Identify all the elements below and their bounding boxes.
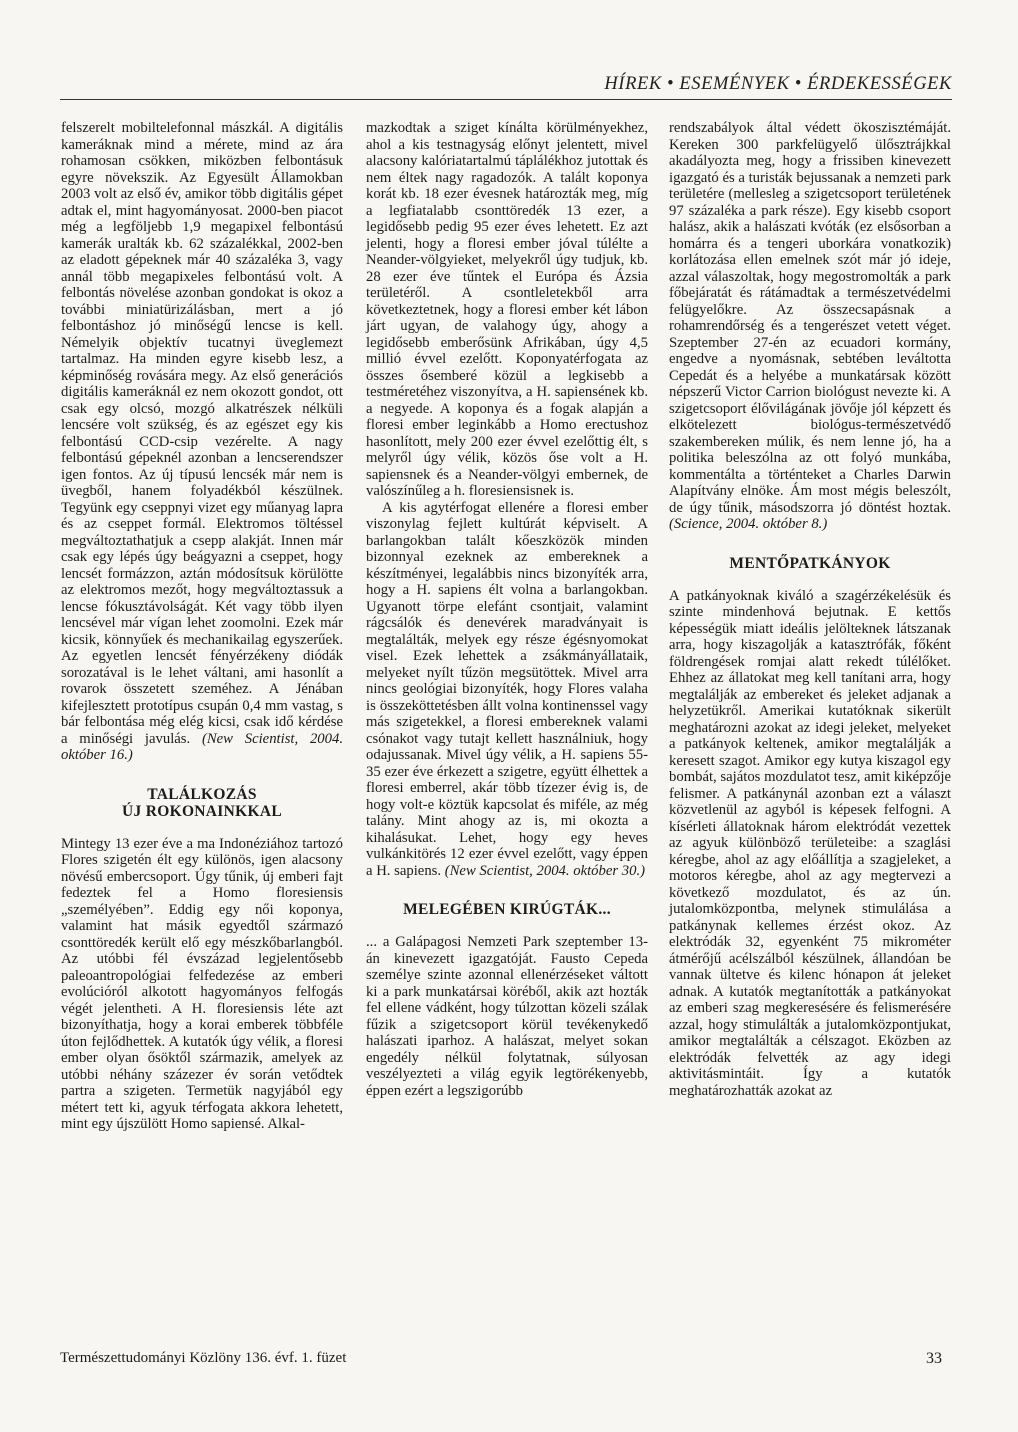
- page-number: 33: [926, 1350, 942, 1367]
- article2-citation: (New Scientist, 2004. október 30.): [444, 862, 646, 879]
- column-3: [669, 120, 951, 1099]
- article2-paragraph-1b: mazkodtak a sziget kínálta körülményekhez, ahol a kis testnagyság előnyt jelentett, mivel alacsony kalóriatartalmú táplálékhoz jutottak és nem éltek nagy ragadozók. A talált koponya korát kb. 18 ezer évesnek határozták meg, míg a legfiatalabb csonttöredék 13 ezer, a legidősebb pedig 95 ezer éves lehetett. Ez azt jelenti, hogy a floresi ember jóval túlélte a Neander-völgyieket, melyekről úgy tudjuk, kb. 28 ezer éve tűntek el Európa és Ázsia területéről. A csontleletekből arra következtetnek, hogy a floresi ember két lábon járt ugyan, de valahogy úgy, ahogy a legidősebb emberősünk Afrikában, úgy 4,5 millió évvel ezelőtt. Koponyatérfogata az összes ősemberé közül a legkisebb a testméretéhez viszonyítva, a H. sapiensének kb. a negyede. A koponya és a fogak alapján a floresi ember leginkább a Homo erectushoz hasonlított, mely 200 ezer évvel ezelőttig élt, s melyről úgy vélik, közös őse volt a H. sapiensnek és a Neander-völgyi embernek, de valószínűleg a h. floresiensisnek is.: [366, 120, 648, 499]
- article2-paragraph-1a: Mintegy 13 ezer éve a ma Indonéziához tartozó Flores szigetén élt egy különös, igen alacsony növésű embercsoport. Úgy tűnik, új emberi fajt fedeztek fel a Homo floresiensis „személyében”. Eddig egy női koponya, valamint hat másik egyedtől származó csonttöredék került elő egy mészkőbarlangból. Az utóbbi fél évszázad legjelentősebb paleoantropológiai felfedezése az emberi evolúcióról alkotott hagyományos felfogás végét jelentheti. A H. floresiensis léte azt bizonyíthatja, hogy a korai emberek többféle úton fejlődhettek. A kutatók úgy vélik, a floresi ember olyan ősöktől származik, amelyek az utóbbi néhány százezer év során vetődtek partra a szigeten. Termetük nagyjából egy métert tett ki, agyuk térfogata akkora lehetett, mint egy újszülött Homo sapiensé. Alkal-: [61, 835, 343, 1132]
- article3-paragraph-a: ... a Galápagosi Nemzeti Park szeptember 13-án kinevezett igazgatóját. Fausto Cepeda személye szinte azonnal ellenérzéseket váltott ki a park munkatársai köréből, akik azt hozták fel ellene vádként, hogy túlzottan közeli szálak fűzik a szigetcsoport körül tevékenykedő halászati iparhoz. A halászat, melyet sokan engedély nélkül folytatnak, súlyosan veszélyezteti a világ egyik legtörékenyebb, éppen ezért a legszigorúbb: [366, 934, 648, 1099]
- article4-paragraph: A patkányoknak kiváló a szagérzékelésük és szinte mindenhová bejutnak. E kettős képességük miatt ideális jelölteknek látszanak arra, hogy kiszagolják a katasztrófák, főként földrengések romjai alatt rekedt túlélőket. Ehhez az állatokat meg kell tanítani arra, hogy megtalálják az embereket és jeleket adjanak a helyzetükről. Amerikai kutatóknak sikerült meghatározni azokat az idegi jeleket, melyeket a patkányok keltenek, amikor megtalálják a keresett szagot. Amikor egy kutya kiszagol egy bombát, sajátos mozdulatot tesz, amit kiképzője felismer. A patkánynál azonban ezt a választ közvetlenül az agyból is képesek felfogni. A kísérleti állatoknak három elektródát vezettek az agyuk különböző területeibe: a szaglási kéregbe, ahol az agy előállítja a szagjeleket, a motoros kéregbe, ahol az agy megtervezi a következő mozdulatot, és az ún. jutalomközpontba, melynek stimulálása a patkánynak kellemes érzést okoz. Az elektródák 32, egyenként 75 mikrométer átmérőjű acélszálból készülnek, állandóan be vannak ültetve és kilenc hónapon át jeleket adnak. A kutatók megtanították a patkányokat az emberi szag megkeresésére és felismerésére azzal, hogy stimulálták a jutalomközpontjukat, amikor megtalálták a célszagot. Eközben az elektródák felvették az agy idegi aktivitásmintáit. Így a kutatók meghatározhatták azokat az: [669, 587, 951, 1099]
- article1-paragraph: [61, 120, 343, 764]
- running-head: HÍREK • ESEMÉNYEK • ÉRDEKESSÉGEK: [604, 74, 952, 94]
- article1-text: felszerelt mobiltelefonnal mászkál. A digitális kameráknak mind a mérete, mind az ára rohamosan csökken, miközben felbontásuk egyre növekszik. Az Egyesült Államokban 2003 volt az első év, amikor több digitális gépet adtak el, mint hagyományosat. 2000-ben piacot még a legföljebb 1,9 megapixel felbontású kamerák uralták kb. 62 százalékkal, 2002-ben az eladott gépeknek már 40 százaléka 3, vagy annál több megapixeles felbontású volt. A felbontás növelése azonban gondokat is okoz a további miniatürizálásban, mert a jó felbontáshoz jó minőségű lencse is kell. Némelyik objektív tucatnyi üveglemezt tartalmaz. Ha minden egyre kisebb lesz, a képminőség rovására megy. Az első generációs digitális kameráknál ez nem okozott gondot, ott csak egy olcsó, mozgó alkatrészek nélküli lencsére volt szükség, és az egészet egy kis felbontású CCD-csip vezérelte. A nagy felbontású gépeknél azonban a lencserendszer igen fontos. Az új típusú lencsék már nem is üvegből, hanem folyadékból készülnek. Tegyünk egy cseppnyi vizet egy műanyag lapra és az cseppet formál. Elektromos töltéssel megváltoztathatjuk a csepp alakját. Innen már csak egy lépés úgy beágyazni a cseppet, hogy lencsét formázzon, aztán módosítsuk körülötte az elektromos mezőt, hogy megváltoztassuk a lencse fókusztávolságát. Két vagy több ilyen lencsével már vígan lehet zoomolni. Ezek már kicsik, könnyűek és mechanikailag egyszerűek. Az egyetlen lencsét fényérzékeny diódák sorozatával is le lehet váltani, ami hasonlít a rovarok összetett szeméhez. A Jénában kifejlesztett prototípus csupán 0,4 mm vastag, s bár felbontása még elég kicsi, csak idő kérdése a minőségi javulás.: [61, 120, 343, 747]
- article1-citation: (New Scientist, 2004. október 16.): [61, 730, 343, 763]
- article3-paragraph-b: rendszabályok által védett ökoszisztémáját. Kereken 300 parkfelügyelő ülősztrájkkal akadályozta meg, hogy a frissiben kinevezett igazgató és a turisták bejussanak a nemzeti park területére (mellesleg a szigetcsoport területének 97 százaléka a park része). Egy kisebb csoport halász, akik a halászati kvóták (ez elsősorban a homárra és a tengeri uborkára vonatkozik) korlátozása ellen emelnek szót már jó ideje, azzal válaszoltak, hogy megostromolták a park főbejáratát és rátámadtak a természetvédelmi felügyelőkre. Az összecsapásnak a rohamrendőrség és a tengerészet vetett véget. Szeptember 27-én az ecuadori kormány, engedve a nyomásnak, sebtében leváltotta Cepedát és a helyébe a munkatársak között népszerű Victor Carrion biológust nevezte ki. A szigetcsoport élővilágának jövője jól képzett és elkötelezett biológus-természetvédő szakembereken múlik, és nem lenne jó, ha a politika beleszólna az ott folyó munkába, kommentálta a történteket a Charles Darwin Alapítvány elnöke. Ám most mégis beleszólt, de úgy tűnik, másodszorra jó döntést hoztak. (Science, 2004. október 8.): [669, 120, 951, 532]
- article2-title: [61, 786, 343, 820]
- footer-journal: Természettudományi Közlöny 136. évf. 1. füzet: [60, 1350, 347, 1366]
- article4-title: MENTŐPATKÁNYOK: [729, 554, 891, 572]
- article2-title-line1: TALÁLKOZÁS: [147, 785, 257, 803]
- header-rule: [60, 99, 952, 100]
- article2-paragraph-2: [366, 500, 648, 880]
- article2-text-2: A kis agytérfogat ellenére a floresi ember viszonylag fejlett kultúrát képviselt. A barlangokban talált kőeszközök minden bizonnyal ezeknek az embereknek a készítményei, legalábbis nincs bizonyíték arra, hogy a H. sapiens élt volna a barlangokban. Ugyanott törpe elefánt csontjait, valamint rágcsálók és denevérek maradványait is megtalálták, melyek egy része égésnyomokat visel. Ezek lehettek a zsákmányállataik, melyeket nyílt tűzön megsütöttek. Mivel arra nincs geológiai bizonyíték, hogy Flores valaha is összeköttetésben állt volna kontinenssel vagy más szigetekkel, a floresi embereknek valami csónakot vagy tutajt kellett használniuk, hogy odajussanak. Mivel úgy vélik, a H. sapiens 55-35 ezer éve érkezett a szigetre, együtt élhettek a floresi emberrel, akár több tízezer évig is, de hogy volt-e köztük kapcsolat és miféle, az még talány. Mint ahogy az is, mi okozta a kihalásukat. Lehet, hogy egy heves vulkánkitörés 12 ezer évvel ezelőtt, vagy éppen a H. sapiens.: [366, 499, 648, 879]
- article3-title: MELEGÉBEN KIRÚGTÁK...: [403, 901, 611, 918]
- article2-title-line2: ÚJ ROKONAINKKAL: [122, 802, 282, 820]
- column-2: [366, 120, 648, 1099]
- article3-citation: (Science, 2004. október 8.): [669, 516, 828, 532]
- column-1: [61, 120, 343, 1133]
